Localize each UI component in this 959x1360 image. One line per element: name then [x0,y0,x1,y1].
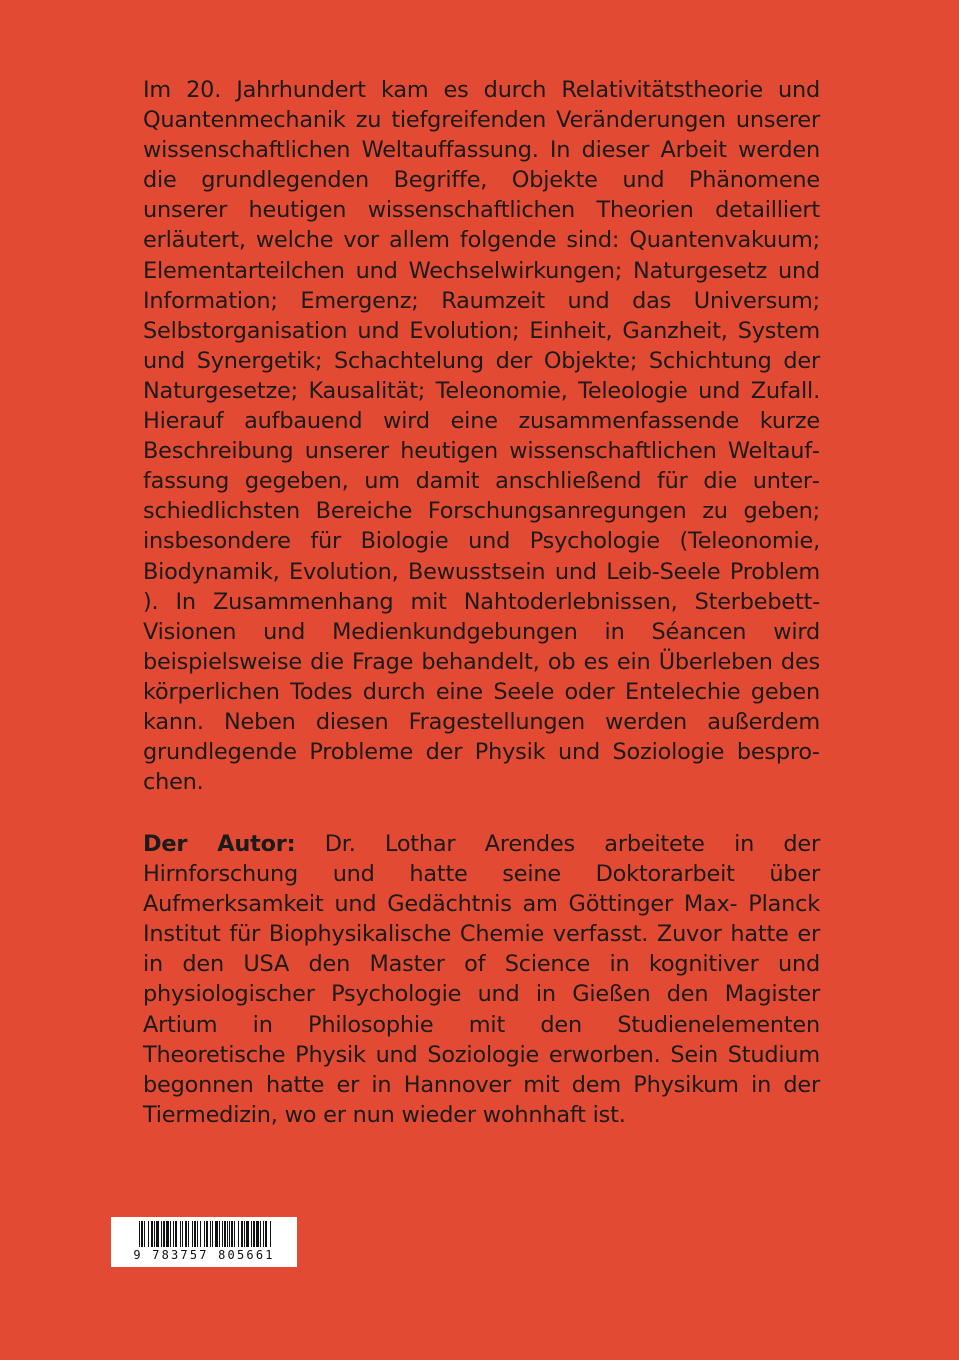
barcode-bar [163,1221,165,1247]
barcode-bar [182,1221,183,1247]
barcode-bar [156,1221,159,1247]
barcode-bar [253,1221,255,1247]
barcode-bar [260,1221,261,1247]
barcode-bar [263,1221,264,1247]
barcode-bar [212,1221,213,1247]
barcode-bar [154,1221,155,1247]
barcode-bar [141,1221,143,1247]
barcode-bar [200,1221,201,1247]
isbn-number: 9 783757 805661 [133,1248,275,1262]
barcode-bar [241,1221,243,1247]
barcode-bar [148,1221,149,1247]
barcode-bar [210,1221,211,1247]
author-text: Dr. Lothar Arendes arbeitete in der Hirnforschung und hatte seine Doktorarbeit über Aufmerksamkeit und Gedächtnis am Göttinger Max- Planck Institut für Biophysikalische Chemie verfasst. Zuvor hatte er in den USA den Master of Science in kognitiver und physiologischer Psychologie und in Gießen den Magister Artium in Philosophie mit den Studienelementen Theoretische Physik und Soziologie erworben. Sein Studium begonnen hatte er in Hannover mit dem Physikum in der Tiermedizin, wo er nun wieder wohnhaft ist. [143,831,820,1128]
barcode-bar [192,1221,193,1247]
barcode-bar [229,1221,230,1247]
description-text: Im 20. Jahrhundert kam es durch Relativitätstheorie und Quantenmechanik zu tiefgreifenden Veränderungen unserer wissenschaftlichen Weltauffassung. In dieser Arbeit werden die grundlegenden Begriffe, Objekte und Phänomene unserer heutigen wissenschaftlichen Theorien detailliert erläutert, welche vor allem folgende sind: Quantenvakuum; Elementarteilchen und Wechselwirkungen; Naturgesetz und Information; Emergenz; Raumzeit und das Universum; Selbstorganisation und Evolution; Einheit, Ganzheit, System und Synergetik; Schachtelung der Objekte; Schichtung der Naturgesetze; Kausalität; Teleonomie, Teleologie und Zufall. Hierauf aufbauend wird eine zusammenfassende kurze Beschreibung unserer heutigen wissenschaftlichen Weltauffassung gegeben, um damit anschließend für die unterschiedlichsten Bereiche Forschungsanregungen zu geben; insbesondere für Biologie und Psychologie (Teleonomie, Biodynamik, Evolution, Bewusstsein und Leib-Seele Problem ). In Zusammenhang mit Nahtoderlebnissen, Sterbebett-Visionen und Medienkundgebungen in Séancen wird beispielsweise die Frage behandelt, ob es ein Überleben des körperlichen Todes durch eine Seele oder Entelechie geben kann. Neben diesen Fragestellungen werden außerdem grundlegende Probleme der Physik und Soziologie besprochen. [143,77,820,796]
barcode-bar [204,1221,205,1247]
barcode-bar [227,1221,228,1247]
barcode-bar [219,1221,220,1247]
barcode-bar [256,1221,259,1247]
barcode-bar [222,1221,223,1247]
author-bio [143,829,820,1130]
barcode-bar [270,1221,271,1247]
barcode-bar [234,1221,235,1247]
barcode-bar [244,1221,245,1247]
barcode-bar [175,1221,177,1247]
barcode-bar [231,1221,233,1247]
barcode-bar [224,1221,226,1247]
barcode-bar [185,1221,187,1247]
barcode-bar [170,1221,171,1247]
barcode-bar [197,1221,198,1247]
book-description [143,75,820,797]
isbn-barcode [111,1217,297,1267]
barcode-bar [238,1221,239,1247]
barcode-bar [144,1221,145,1247]
barcode-bar [166,1221,169,1247]
barcode-bar [251,1221,252,1247]
barcode-bars [111,1217,297,1251]
barcode-bar [161,1221,162,1247]
barcode-bar [180,1221,181,1247]
barcode-bar [188,1221,189,1247]
barcode-bar [215,1221,218,1247]
barcode-bar [173,1221,174,1247]
barcode-bar [206,1221,208,1247]
barcode-bar [139,1221,140,1247]
barcode-bar [151,1221,153,1247]
author-label: Der Autor: [143,831,296,857]
barcode-bar [194,1221,196,1247]
barcode-bar [246,1221,249,1247]
barcode-bar [265,1221,267,1247]
